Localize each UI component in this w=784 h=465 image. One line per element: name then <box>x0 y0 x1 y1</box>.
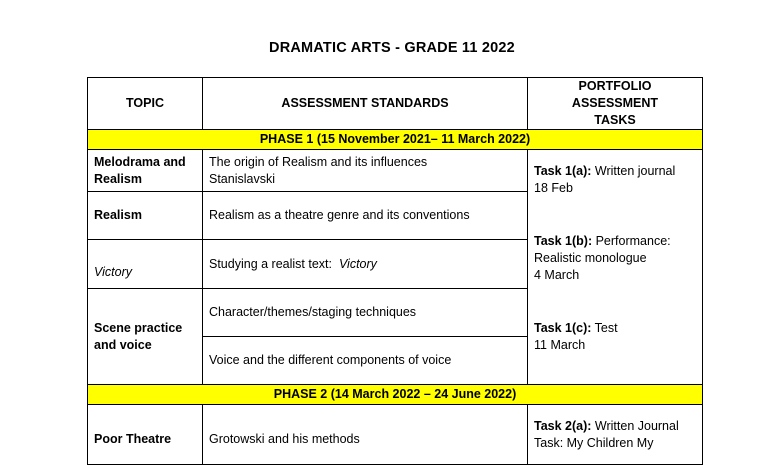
standard-cell: Realism as a theatre genre and its conventions <box>203 192 528 240</box>
task-text: Written journal <box>591 164 676 178</box>
task-label: Task 1(b): <box>534 234 593 248</box>
topic-text: Melodrama and <box>94 154 186 169</box>
phase1-banner <box>88 130 703 150</box>
phase1-dates: (15 November 2021– 11 March 2022) <box>316 132 531 146</box>
topic-cell: Realism <box>88 192 203 240</box>
standard-cell <box>203 150 528 192</box>
task-text: Task: My Children My <box>534 435 654 450</box>
phase-row <box>88 385 703 405</box>
phase2-dates: (14 March 2022 – 24 June 2022) <box>330 387 517 401</box>
header-row <box>88 78 703 130</box>
standard-cell: Grotowski and his methods <box>203 405 528 465</box>
topic-text: and voice <box>94 337 152 352</box>
task-text: Test <box>591 321 618 335</box>
document-title: DRAMATIC ARTS - GRADE 11 2022 <box>269 40 515 56</box>
task-1a <box>534 163 696 197</box>
header-portfolio-line1: PORTFOLIO ASSESSMENT <box>571 79 659 110</box>
task-label: Task 1(c): <box>534 321 592 335</box>
assessment-plan-table <box>87 77 703 465</box>
task-1b <box>534 233 696 284</box>
topic-text: Realism <box>94 171 142 186</box>
table-row <box>88 150 703 192</box>
task-date: 11 March <box>534 338 586 352</box>
phase2-banner <box>88 385 703 405</box>
table-row <box>88 405 703 465</box>
topic-cell: Poor Theatre <box>88 405 203 465</box>
header-standards: ASSESSMENT STANDARDS <box>203 78 528 130</box>
standard-text-italic: Victory <box>338 256 377 271</box>
task-date: 18 Feb <box>534 181 573 195</box>
task-1c <box>534 320 696 354</box>
topic-cell: Victory <box>88 240 203 289</box>
task-text: Realistic monologue <box>534 251 647 265</box>
phase1-label: PHASE 1 <box>259 132 314 146</box>
task-text: Written Journal <box>591 418 679 433</box>
standard-cell: Character/themes/staging techniques <box>203 289 528 337</box>
phase2-label: PHASE 2 <box>273 387 328 401</box>
topic-cell <box>88 289 203 385</box>
topic-text: Scene practice <box>94 320 183 335</box>
header-portfolio-line2: TASKS <box>594 113 636 127</box>
header-topic: TOPIC <box>88 78 203 130</box>
standard-cell: Voice and the different components of voice <box>203 337 528 385</box>
standard-cell <box>203 240 528 289</box>
standard-text: The origin of Realism and its influences <box>209 154 428 169</box>
task-label: Task 1(a): <box>534 164 592 178</box>
topic-cell <box>88 150 203 192</box>
task-date: 4 March <box>534 268 580 282</box>
task-text: Performance: <box>592 234 671 248</box>
header-portfolio <box>528 78 703 130</box>
task-label: Task 2(a): <box>534 418 592 433</box>
standard-text: Stanislavski <box>209 171 275 186</box>
standard-text: Studying a realist text: <box>209 256 339 271</box>
tasks-cell-phase1 <box>528 150 703 385</box>
phase-row <box>88 130 703 150</box>
tasks-cell-phase2 <box>528 405 703 465</box>
